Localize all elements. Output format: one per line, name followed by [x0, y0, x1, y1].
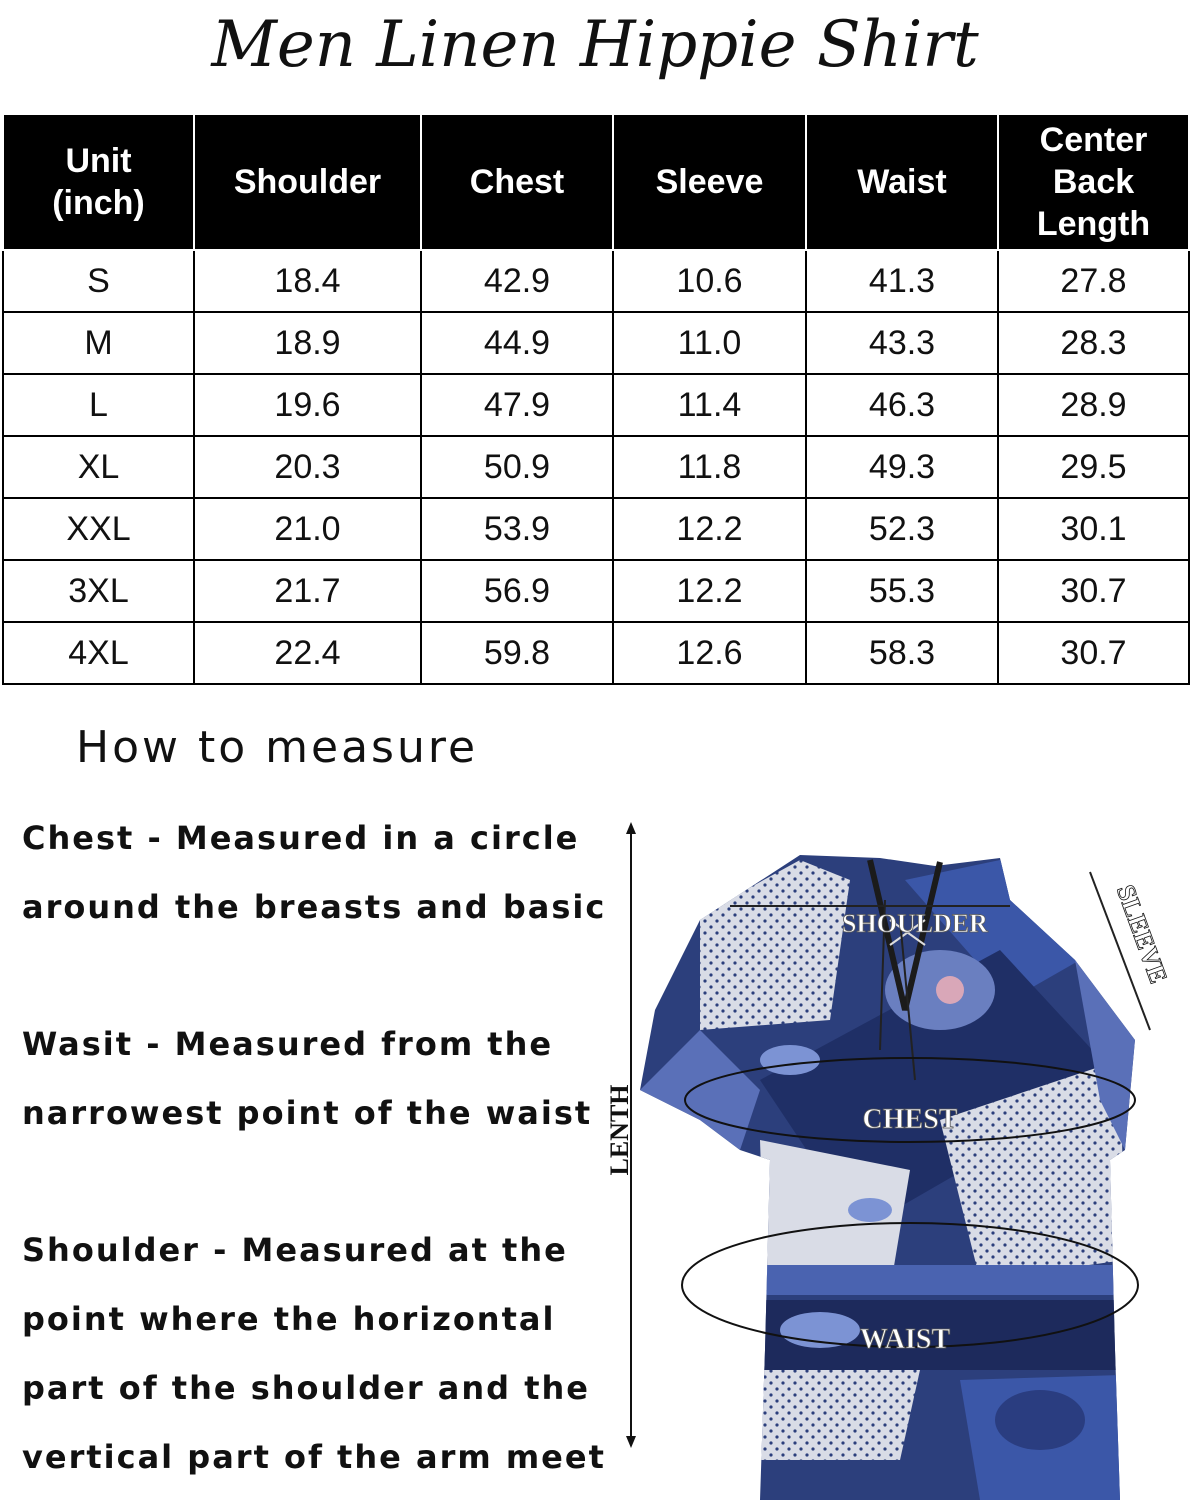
waist-description	[22, 1010, 622, 1148]
length-label: LENTH	[605, 1084, 634, 1176]
sleeve-label: SLEEVE	[1110, 880, 1174, 988]
size-cell: S	[3, 250, 194, 312]
table-row	[3, 374, 1189, 436]
waist-cell: 41.3	[806, 250, 998, 312]
shoulder-description-line: vertical part of the arm meet	[22, 1438, 606, 1476]
size-chart-table	[2, 113, 1190, 685]
table-row	[3, 312, 1189, 374]
waist-label: WAIST	[859, 1324, 951, 1355]
header-unit-line: Unit	[65, 142, 132, 180]
length-cell: 28.3	[998, 312, 1189, 374]
waist-cell: 43.3	[806, 312, 998, 374]
chest-cell: 47.9	[421, 374, 613, 436]
chest-cell: 59.8	[421, 622, 613, 684]
shirt-measurement-diagram	[600, 815, 1190, 1500]
sleeve-cell: 11.0	[613, 312, 806, 374]
header-row	[3, 114, 1189, 250]
length-arrow-head-bottom	[626, 1436, 636, 1448]
chest-cell: 56.9	[421, 560, 613, 622]
waist-cell: 52.3	[806, 498, 998, 560]
shirt-image	[600, 840, 1190, 1500]
shoulder-cell: 18.4	[194, 250, 421, 312]
shoulder-label: SHOULDER	[842, 909, 988, 938]
header-length	[998, 114, 1189, 250]
shoulder-description-line: Shoulder - Measured at the	[22, 1231, 568, 1269]
header-length-line: Length	[1036, 205, 1151, 243]
table-row	[3, 250, 1189, 312]
shoulder-cell: 18.9	[194, 312, 421, 374]
shoulder-description-line: part of the shoulder and the	[22, 1369, 590, 1407]
sleeve-cell: 10.6	[613, 250, 806, 312]
waist-cell: 46.3	[806, 374, 998, 436]
shoulder-cell: 21.0	[194, 498, 421, 560]
size-cell: XXL	[3, 498, 194, 560]
waist-description-line: narrowest point of the waist	[22, 1094, 593, 1132]
length-cell: 28.9	[998, 374, 1189, 436]
chest-cell: 53.9	[421, 498, 613, 560]
shoulder-description-line: point where the horizontal	[22, 1300, 556, 1338]
table-row	[3, 498, 1189, 560]
header-unit	[3, 114, 194, 250]
chest-description-line: Chest - Measured in a circle	[22, 819, 580, 857]
sleeve-cell: 12.2	[613, 498, 806, 560]
length-cell: 29.5	[998, 436, 1189, 498]
shoulder-cell: 20.3	[194, 436, 421, 498]
header-waist: Waist	[806, 114, 998, 250]
length-cell: 27.8	[998, 250, 1189, 312]
waist-cell: 55.3	[806, 560, 998, 622]
sleeve-cell: 11.8	[613, 436, 806, 498]
size-cell: 4XL	[3, 622, 194, 684]
chest-label: CHEST	[862, 1104, 958, 1135]
sleeve-cell: 11.4	[613, 374, 806, 436]
chest-description-line: around the breasts and basic	[22, 888, 607, 926]
waist-cell: 49.3	[806, 436, 998, 498]
how-to-measure-heading: How to measure	[76, 722, 479, 773]
header-sleeve: Sleeve	[613, 114, 806, 250]
header-shoulder: Shoulder	[194, 114, 421, 250]
table-row	[3, 560, 1189, 622]
chest-cell: 44.9	[421, 312, 613, 374]
chest-cell: 50.9	[421, 436, 613, 498]
size-cell: L	[3, 374, 194, 436]
length-cell: 30.7	[998, 622, 1189, 684]
shoulder-cell: 21.7	[194, 560, 421, 622]
header-chest: Chest	[421, 114, 613, 250]
size-cell: M	[3, 312, 194, 374]
size-cell: 3XL	[3, 560, 194, 622]
page-title: Men Linen Hippie Shirt	[211, 8, 979, 82]
length-cell: 30.1	[998, 498, 1189, 560]
shoulder-description	[22, 1216, 622, 1492]
table-row	[3, 622, 1189, 684]
table-row	[3, 436, 1189, 498]
header-length-line: Back	[1052, 163, 1135, 201]
chest-description	[22, 804, 622, 942]
header-length-line: Center	[1039, 121, 1148, 159]
waist-description-line: Wasit - Measured from the	[22, 1025, 554, 1063]
sleeve-cell: 12.6	[613, 622, 806, 684]
shoulder-cell: 19.6	[194, 374, 421, 436]
length-arrow-head-top	[626, 822, 636, 834]
size-cell: XL	[3, 436, 194, 498]
waist-cell: 58.3	[806, 622, 998, 684]
shoulder-cell: 22.4	[194, 622, 421, 684]
chest-cell: 42.9	[421, 250, 613, 312]
sleeve-cell: 12.2	[613, 560, 806, 622]
length-cell: 30.7	[998, 560, 1189, 622]
header-unit-line: (inch)	[52, 184, 145, 222]
